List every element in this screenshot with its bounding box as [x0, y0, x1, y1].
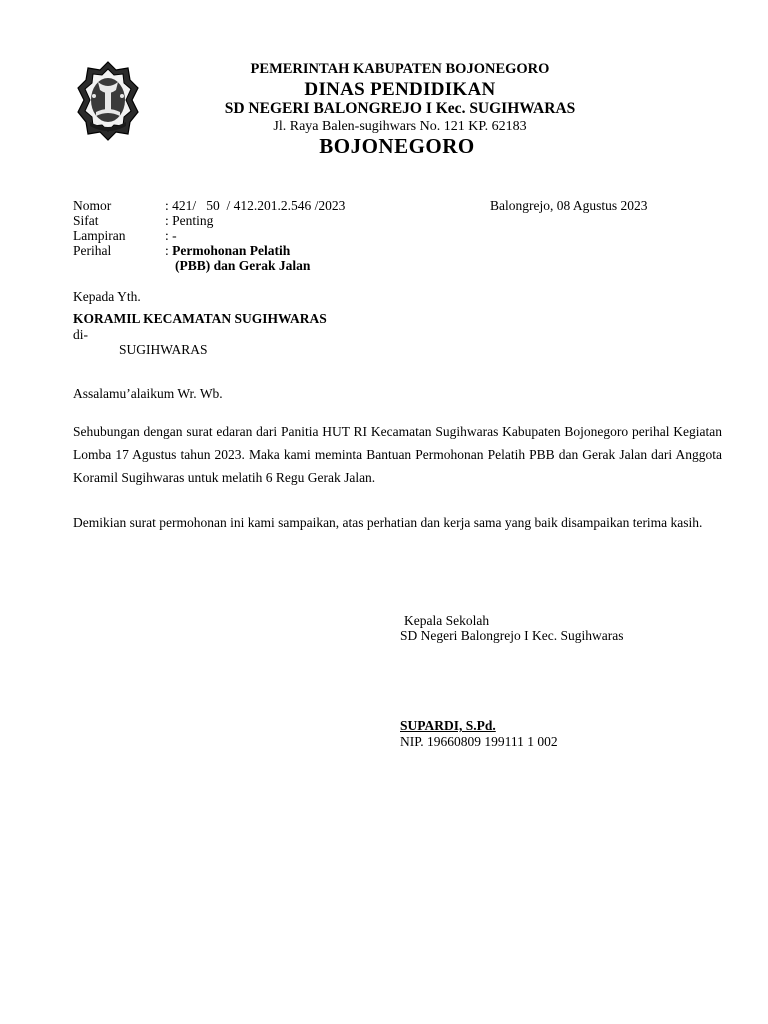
nomor-value: : 421/ 50 / 412.201.2.546 /2023: [165, 198, 346, 213]
signature-school: SD Negeri Balongrejo I Kec. Sugihwaras: [400, 628, 624, 643]
letterhead-school: SD NEGERI BALONGREJO I Kec. SUGIHWARAS: [224, 100, 576, 117]
letter-date: Balongrejo, 08 Agustus 2023: [490, 198, 648, 213]
perihal-colon: :: [165, 243, 173, 258]
nomor-label: Nomor: [73, 198, 112, 213]
letterhead-government: PEMERINTAH KABUPATEN BOJONEGORO: [250, 61, 550, 77]
salutation: Assalamu’alaikum Wr. Wb.: [73, 386, 223, 401]
signature-name: SUPARDI, S.Pd.: [400, 718, 496, 733]
recipient-name: KORAMIL KECAMATAN SUGIHWARAS: [73, 311, 327, 326]
letterhead-city-text: BOJONEGORO: [319, 134, 475, 158]
paragraph-request: Sehubungan dengan surat edaran dari Panitia HUT RI Kecamatan Sugihwaras Kabupaten Bojonegoro perihal Kegiatan Lomba 17 Agustus tahun 2023. Maka kami meminta Bantuan Permohonan Pelatih PBB dan Gerak Jalan dari Anggota Koramil Sugihwaras untuk melatih 6 Regu Gerak Jalan.: [73, 424, 722, 485]
paragraph-closing: Demikian surat permohonan ini kami sampaikan, atas perhatian dan kerja sama yang baik disampaikan terima kasih.: [73, 515, 703, 530]
perihal-line2: (PBB) dan Gerak Jalan: [175, 258, 311, 273]
recipient-di: di-: [73, 327, 88, 342]
perihal-label: Perihal: [73, 243, 112, 258]
letterhead-address: Jl. Raya Balen-sugihwars No. 121 KP. 62183: [273, 119, 527, 134]
recipient-greeting: Kepada Yth.: [73, 289, 141, 304]
signature-title: Kepala Sekolah: [404, 613, 490, 628]
sifat-label: Sifat: [73, 213, 99, 228]
signature-nip: NIP. 19660809 199111 1 002: [400, 734, 558, 749]
perihal-line1: Permohonan Pelatih: [172, 243, 291, 258]
letterhead-city: [180, 134, 620, 159]
letterhead-department: DINAS PENDIDIKAN: [304, 79, 496, 100]
lampiran-label: Lampiran: [73, 228, 126, 243]
lampiran-value: : -: [165, 228, 177, 243]
recipient-place: SUGIHWARAS: [119, 342, 208, 357]
sifat-value: : Penting: [165, 213, 214, 228]
perihal-value: [165, 243, 290, 259]
bojonegoro-emblem-icon: [76, 60, 140, 142]
